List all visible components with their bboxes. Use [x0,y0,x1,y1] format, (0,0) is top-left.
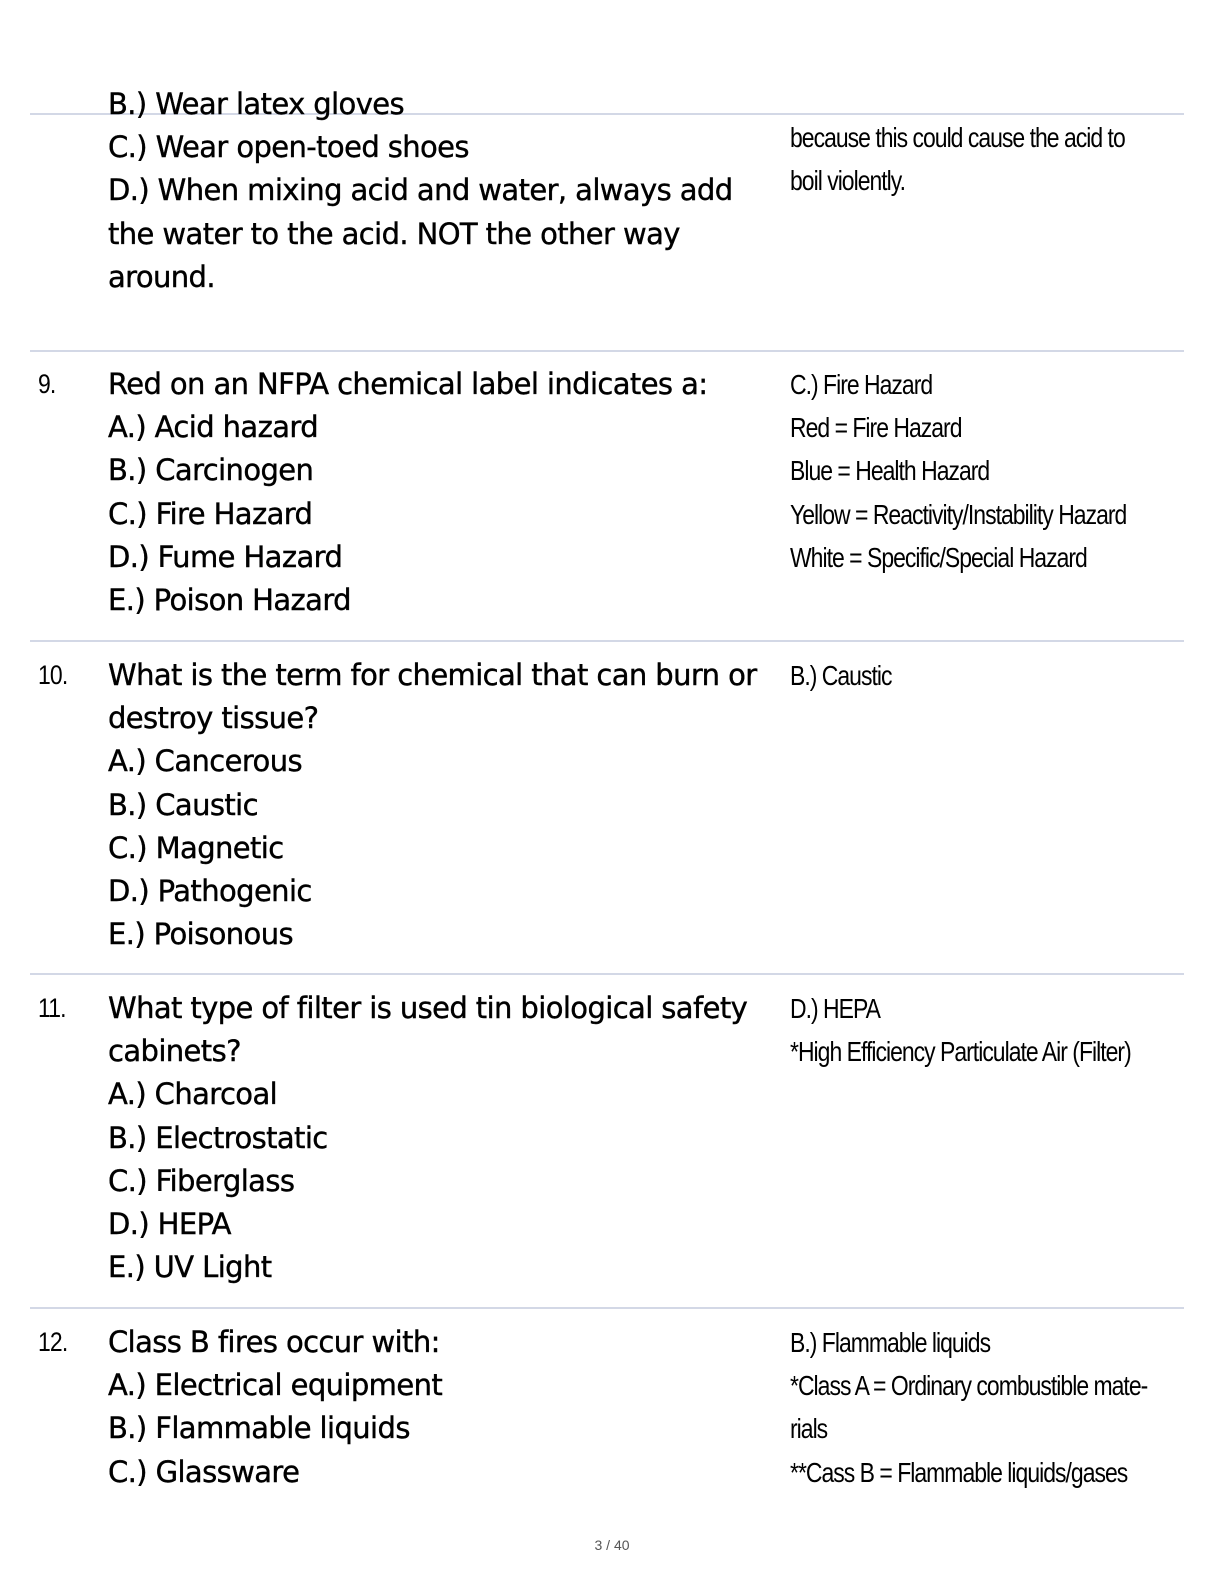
question-line: around. [108,259,215,294]
answer-line: Yellow = Reactivity/Instability Hazard [790,498,1127,530]
question-line: the water to the acid. NOT the other way [108,216,680,251]
question-number: 11. [38,993,66,1023]
question-text [108,654,788,956]
question-line: D.) When mixing acid and water, always add [108,173,733,208]
question-line: A.) Electrical equipment [108,1368,443,1403]
answer-line: B.) Caustic [790,660,892,691]
question-line: C.) Magnetic [108,830,284,865]
answer-line: C.) Fire Hazard [790,369,933,400]
answer-line: B.) Flammable liquids [790,1327,991,1358]
question-line: Class B fires occur with: [108,1325,440,1359]
question-line: B.) Flammable liquids [108,1411,410,1446]
question-line: A.) Acid hazard [108,410,319,445]
row-divider [30,973,1184,975]
question-line: B.) Carcinogen [108,453,314,488]
question-line: cabinets? [108,1034,241,1069]
answer-line: boil violently. [790,165,905,197]
answer-text [790,116,1180,202]
question-line: What is the term for chemical that can burn or [108,658,757,692]
question-line: D.) Fume Hazard [108,539,343,574]
row-divider [30,1307,1184,1309]
question-line: C.) Fiberglass [108,1163,295,1198]
answer-line: **Cass B = Flammable liquids/gases [790,1456,1128,1488]
question-text [108,83,788,299]
question-line: C.) Glassware [108,1454,300,1489]
question-number: 10. [38,660,68,690]
question-number: 12. [38,1327,68,1357]
question-line: A.) Charcoal [108,1077,278,1112]
question-line: E.) UV Light [108,1250,272,1285]
answer-line: *High Efficiency Particulate Air (Filter) [790,1036,1131,1068]
answer-line: rials [790,1413,828,1445]
answer-line: Red = Fire Hazard [790,412,962,444]
question-line: D.) HEPA [108,1207,231,1242]
question-line: C.) Fire Hazard [108,496,313,531]
question-line: E.) Poison Hazard [108,583,351,618]
question-text [108,987,788,1289]
question-text [108,1321,788,1494]
answer-line: because this could cause the acid to [790,122,1125,153]
question-line: B.) Wear latex gloves [108,87,405,121]
answer-line: Blue = Health Hazard [790,455,990,487]
answer-text [790,654,1180,697]
answer-text [790,987,1180,1073]
question-line: B.) Electrostatic [108,1120,328,1155]
row-divider [30,350,1184,352]
row-divider [30,640,1184,642]
answer-line: *Class A = Ordinary combustible mate- [790,1370,1148,1402]
answer-text [790,1321,1180,1494]
page-number: 3 / 40 [594,1537,630,1553]
question-line: D.) Pathogenic [108,874,312,909]
question-line: A.) Cancerous [108,744,302,779]
answer-line: D.) HEPA [790,993,880,1024]
question-line: E.) Poisonous [108,917,293,952]
question-line: destroy tissue? [108,701,319,736]
question-line: C.) Wear open-toed shoes [108,130,469,165]
question-line: Red on an NFPA chemical label indicates a: [108,367,708,401]
question-text [108,363,788,622]
question-line: What type of filter is used tin biological safety [108,991,748,1025]
answer-line: White = Specific/Special Hazard [790,541,1087,573]
answer-text [790,363,1180,579]
question-number: 9. [38,369,56,399]
question-line: B.) Caustic [108,787,258,822]
